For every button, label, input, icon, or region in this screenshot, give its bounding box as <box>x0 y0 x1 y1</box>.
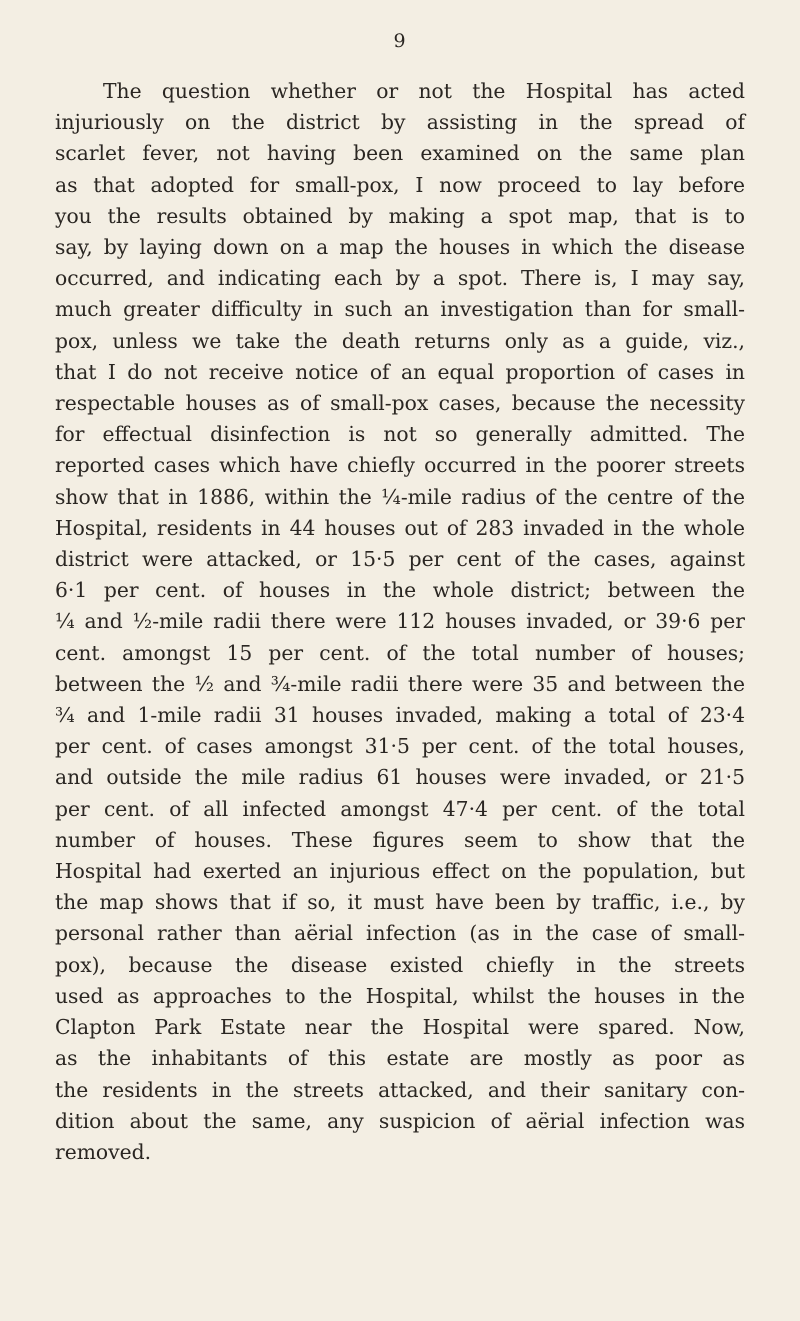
text-line: The question whether or not the Hospital has acted <box>103 79 745 103</box>
text-line: the residents in the streets attacked, and their sanitary con- <box>55 1077 745 1102</box>
text-line: Clapton Park Estate near the Hospital were spared. Now, <box>55 1015 745 1040</box>
text-line: between the ½ and ¾-mile radii there were 35 and between the <box>55 671 745 696</box>
text-line: respectable houses as of small-pox cases, because the necessity <box>55 391 745 416</box>
text-line: as that adopted for small-pox, I now proceed to lay before <box>55 172 745 197</box>
text-line: removed. <box>55 1139 152 1164</box>
text-line: and outside the mile radius 61 houses were invaded, or 21·5 <box>55 765 745 790</box>
text-line: that I do not receive notice of an equal proportion of cases in <box>55 359 745 384</box>
text-line: for effectual disinfection is not so generally admitted. The <box>55 422 745 447</box>
text-line: used as approaches to the Hospital, whilst the houses in the <box>55 983 745 1008</box>
text-line: the map shows that if so, it must have been by traffic, i.e., by <box>55 890 745 915</box>
text-line: you the results obtained by making a spot map, that is to <box>55 203 745 228</box>
page-number: 9 <box>393 30 407 52</box>
text-line: pox, unless we take the death returns only as a guide, viz., <box>55 328 745 353</box>
text-line: district were attacked, or 15·5 per cent of the cases, against <box>55 547 745 572</box>
body-paragraph <box>55 76 745 1168</box>
text-line: pox), because the disease existed chiefly in the streets <box>55 952 745 977</box>
text-line: per cent. of cases amongst 31·5 per cent. of the total houses, <box>55 734 745 759</box>
text-line: reported cases which have chiefly occurred in the poorer streets <box>55 453 745 478</box>
text-line: 6·1 per cent. of houses in the whole district; between the <box>55 578 745 603</box>
text-line: dition about the same, any suspicion of aërial infection was <box>55 1108 745 1133</box>
text-line: occurred, and indicating each by a spot. There is, I may say, <box>55 266 745 291</box>
text-line: scarlet fever, not having been examined on the same plan <box>55 141 745 166</box>
text-line: as the inhabitants of this estate are mostly as poor as <box>55 1046 745 1071</box>
text-line: cent. amongst 15 per cent. of the total number of houses; <box>55 640 745 665</box>
text-line: show that in 1886, within the ¼-mile radius of the centre of the <box>55 484 745 509</box>
text-line: ¼ and ½-mile radii there were 112 houses invaded, or 39·6 per <box>55 609 745 634</box>
text-line: ¾ and 1-mile radii 31 houses invaded, making a total of 23·4 <box>55 703 745 728</box>
text-line: per cent. of all infected amongst 47·4 per cent. of the total <box>55 796 745 821</box>
text-line: personal rather than aërial infection (as in the case of small- <box>55 921 745 946</box>
text-line: number of houses. These figures seem to show that the <box>55 827 745 852</box>
text-line: injuriously on the district by assisting in the spread of <box>55 110 745 135</box>
text-line: Hospital had exerted an injurious effect on the population, but <box>55 859 745 884</box>
text-line: say, by laying down on a map the houses in which the disease <box>55 235 745 260</box>
text-line: Hospital, residents in 44 houses out of 283 invaded in the whole <box>55 515 745 540</box>
text-line: much greater difficulty in such an investigation than for small- <box>55 297 745 322</box>
